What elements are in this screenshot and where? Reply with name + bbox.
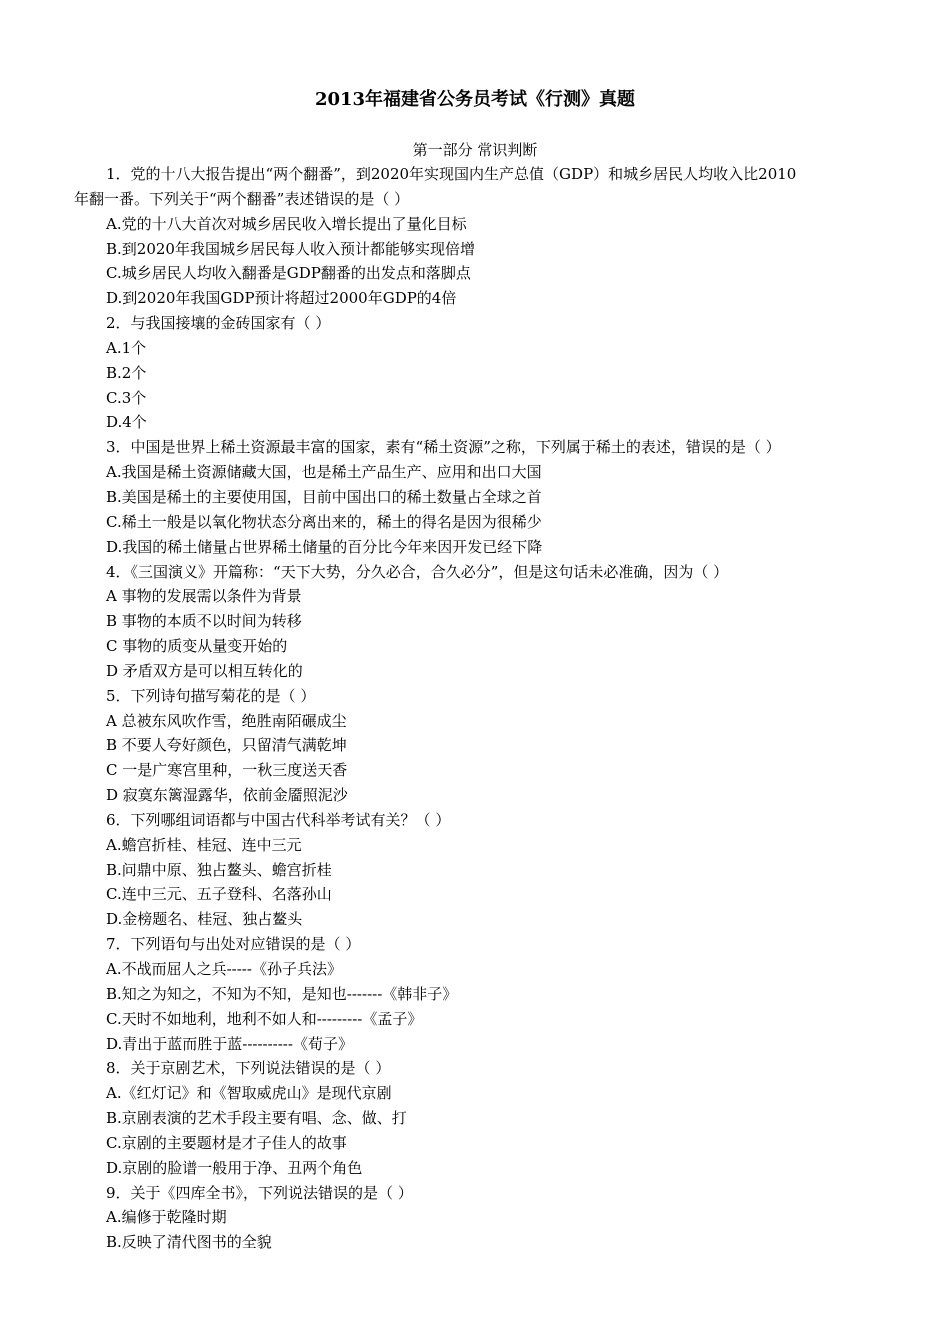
answer-option: A 总被东风吹作雪，绝胜南陌碾成尘 [106,711,347,730]
answer-option: D.4个 [106,413,147,432]
document-title: 2013年福建省公务员考试《行测》真题 [314,89,636,110]
answer-option: D.金榜题名、桂冠、独占鳌头 [106,910,303,929]
question-text-continued: 年翻一番。下列关于“两个翻番”表述错误的是（ ） [74,189,410,208]
answer-option: A.我国是稀土资源储藏大国，也是稀土产品生产、应用和出口大国 [106,463,542,482]
answer-option: C 一是广寒宫里种，一秋三度送天香 [106,761,348,780]
question-text: 2．与我国接壤的金砖国家有（ ） [106,314,331,333]
question-list [74,162,874,1255]
answer-option: A.《红灯记》和《智取威虎山》是现代京剧 [106,1084,392,1103]
answer-option: B.问鼎中原、独占鳌头、蟾宫折桂 [106,860,332,879]
answer-option: B.美国是稀土的主要使用国，目前中国出口的稀土数量占全球之首 [106,487,542,506]
answer-option: B 不要人夸好颜色，只留清气满乾坤 [106,736,347,755]
question-text: 7．下列语句与出处对应错误的是（ ） [106,935,361,954]
answer-option: C.城乡居民人均收入翻番是GDP翻番的出发点和落脚点 [106,264,471,283]
answer-option: D.青出于蓝而胜于蓝----------《荀子》 [106,1034,353,1053]
question-text: 4．《三国演义》开篇称：“天下大势，分久必合，合久必分”，但是这句话未必准确，因为（ ） [106,562,729,581]
answer-option: A.蟾宫折桂、桂冠、连中三元 [106,835,302,854]
answer-option: C.天时不如地利，地利不如人和---------《孟子》 [106,1009,423,1028]
question-text: 5．下列诗句描写菊花的是（ ） [106,686,316,705]
answer-option: A.1个 [106,338,147,357]
answer-option: D 矛盾双方是可以相互转化的 [106,661,303,680]
answer-option: C.稀土一般是以氧化物状态分离出来的，稀土的得名是因为很稀少 [106,512,542,531]
answer-option: A 事物的发展需以条件为背景 [106,587,302,606]
answer-option: D 寂寞东篱湿露华，依前金靥照泥沙 [106,786,348,805]
answer-option: B.反映了清代图书的全貌 [106,1233,272,1252]
answer-option: B.2个 [106,363,147,382]
question-text: 6．下列哪组词语都与中国古代科举考试有关？（ ） [106,810,451,829]
question-text: 1．党的十八大报告提出“两个翻番”，到2020年实现国内生产总值（GDP）和城乡居民人均收入比2010 [106,165,797,183]
answer-option: B.知之为知之，不知为不知，是知也-------《韩非子》 [106,984,458,1003]
answer-option: C 事物的质变从量变开始的 [106,637,288,656]
answer-option: A.不战而屈人之兵-----《孙子兵法》 [106,960,342,978]
question-text: 8．关于京剧艺术，下列说法错误的是（ ） [106,1059,391,1078]
answer-option: D.京剧的脸谱一般用于净、丑两个角色 [106,1158,363,1177]
answer-option: C.京剧的主要题材是才子佳人的故事 [106,1133,347,1152]
section-heading: 第一部分 常识判断 [412,141,538,159]
answer-option: B 事物的本质不以时间为转移 [106,612,302,631]
answer-option: B.京剧表演的艺术手段主要有唱、念、做、打 [106,1109,407,1128]
answer-option: D.到2020年我国GDP预计将超过2000年GDP的4倍 [106,289,457,308]
question-text: 9．关于《四库全书》，下列说法错误的是（ ） [106,1183,413,1202]
answer-option: A.党的十八大首次对城乡居民收入增长提出了量化目标 [106,214,467,233]
answer-option: A.编修于乾隆时期 [106,1208,227,1227]
answer-option: C.连中三元、五子登科、名落孙山 [106,885,332,904]
answer-option: C.3个 [106,388,147,407]
answer-option: D.我国的稀土储量占世界稀土储量的百分比今年来因开发已经下降 [106,537,543,556]
question-text: 3．中国是世界上稀土资源最丰富的国家，素有“稀土资源”之称，下列属于稀土的表述，错误的是（ ） [106,438,781,457]
answer-option: B.到2020年我国城乡居民每人收入预计都能够实现倍增 [106,239,475,258]
